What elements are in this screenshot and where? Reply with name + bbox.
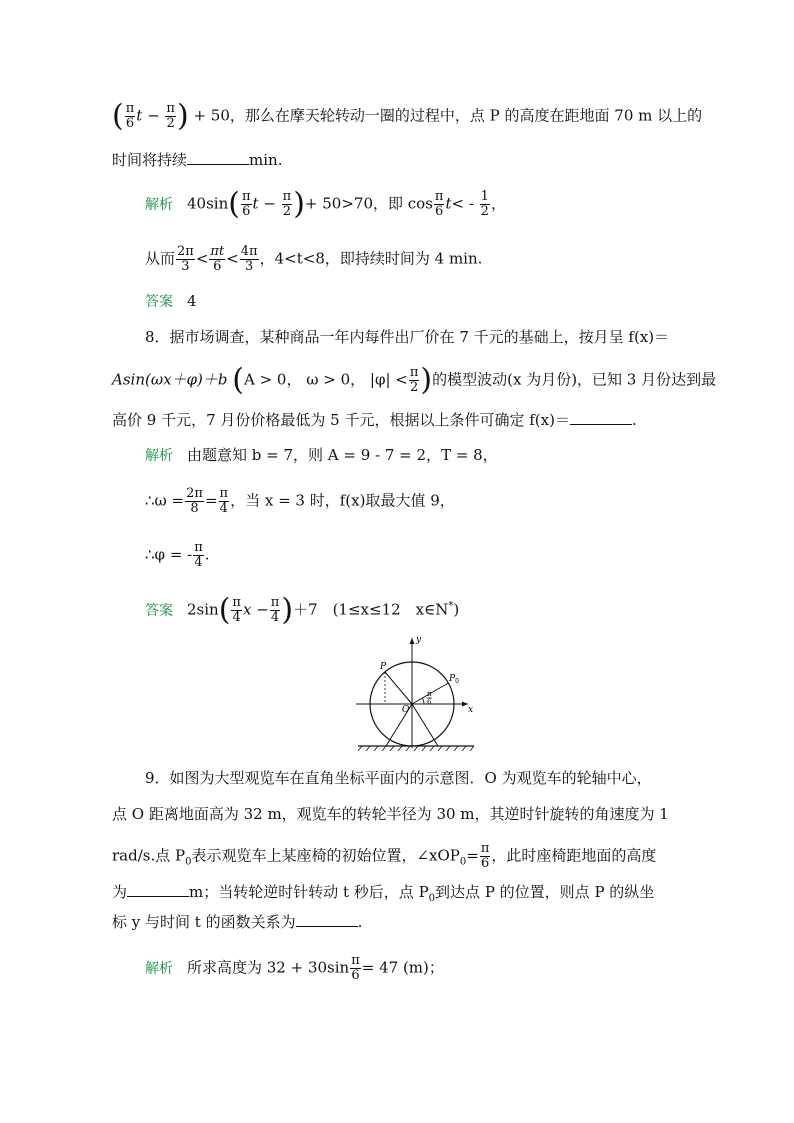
y-axis-arrow	[410, 638, 415, 644]
answer-blank	[296, 912, 358, 927]
p9-line5: 标 y 与时间 t 的函数关系为 .	[112, 913, 363, 931]
p8-line1: 8．据市场调查，某种商品一年内每件出厂价在 7 千元的基础上，按月呈 f(x)＝	[145, 328, 670, 346]
p8-answer: 答案 2sin( $\frac{\pi}{4}$ x − $\frac{\pi}{4}$ )＋7 (1≤x≤12 x∈N*)	[145, 592, 460, 628]
fraction-pi-over-2: $\frac{\pi}{2}$	[166, 101, 175, 131]
answer-blank	[127, 882, 189, 897]
p8-line2: Asin(ωx＋φ)＋b (A > 0， ω > 0， |φ| < $\frac{\pi}{2}$ )的模型波动(x 为月份)，已知 3 月份达到最	[112, 362, 717, 398]
p9-line1: 9．如图为大型观览车在直角坐标平面内的示意图．O 为观览车的轮轴中心，	[145, 769, 652, 787]
p7-solution-line1: 解析 40sin( $\frac{\pi}{6}$ t − $\frac{\pi}{2}$ )+ 50>70，即 cos $\frac{\pi}{6}$ t< - $\frac{1}{2}$ ，	[145, 186, 506, 222]
support-leg-right	[412, 704, 438, 746]
answer-blank	[570, 410, 632, 425]
angle-den: 6	[427, 698, 432, 706]
p8-line3: 高价 9 千元，7 月份价格最低为 5 千元，根据以上条件可确定 f(x)＝ .	[112, 411, 637, 429]
p9-solution-line1: 解析 所求高度为 32 + 30sin $\frac{\pi}{6}$ = 47 (m)；	[145, 953, 444, 983]
solution-label: 解析	[145, 196, 173, 213]
p8-solution-line2: ∴ω = $\frac{2\pi}{8}$ = $\frac{\pi}{4}$ ，当 x = 3 时，f(x)取最大值 9，	[145, 486, 455, 516]
ground-hatch	[358, 746, 474, 751]
left-paren: (	[112, 98, 124, 134]
p-label: P	[380, 662, 387, 672]
p9-line4: 为 m；当转轮逆时针转动 t 秒后，点 $P_0$到达点 P 的位置，则点 P 的纵坐	[112, 883, 655, 904]
x-label: x	[468, 705, 474, 715]
answer-label: 答案	[145, 602, 173, 619]
y-label: y	[416, 635, 422, 645]
p9-line3: rad/s.点 $P_0$表示观览车上某座椅的初始位置，∠xOP$_0$= $\frac{\pi}{6}$ ，此时座椅距地面的高度	[112, 841, 657, 871]
p9-line2: 点 O 距离地面高为 32 m，观览车的转轮半径为 30 m，其逆时针旋转的角速度为 1	[112, 805, 669, 823]
right-paren: )	[176, 98, 189, 134]
ferris-wheel-figure	[356, 632, 476, 752]
p7-line1: ( $\frac{\pi}{6}$ t − $\frac{\pi}{2}$ ) + 50，那么在摩天轮转动一圈的过程中，点 P 的高度在距地面 70 m 以上的	[112, 98, 703, 134]
angle-num: π	[427, 690, 432, 698]
p7-solution-line2: 从而 $\frac{2\pi}{3}$ < $\frac{\pi t}{6}$ < $\frac{4\pi}{3}$ ，4<t<8，即持续时间为 4 min.	[145, 244, 483, 274]
p7-line2: 时间将持续 min.	[112, 151, 283, 169]
p7-answer: 答案 4	[145, 292, 197, 310]
answer-blank	[187, 150, 249, 165]
fraction-pi-over-6: $\frac{\pi}{6}$	[125, 101, 135, 131]
angle-arc	[422, 698, 424, 704]
solution-label: 解析	[145, 960, 173, 977]
solution-label: 解析	[145, 448, 173, 464]
p8-solution-line3: ∴φ = - $\frac{\pi}{4}$ .	[145, 540, 210, 570]
o-label: O	[402, 705, 410, 715]
answer-label: 答案	[145, 294, 173, 310]
p0-label: $P_0$	[449, 674, 459, 685]
radius-op	[385, 672, 412, 704]
p8-solution-line1: 解析 由题意知 b = 7，则 A = 9 - 7 = 2，T = 8，	[145, 446, 498, 464]
